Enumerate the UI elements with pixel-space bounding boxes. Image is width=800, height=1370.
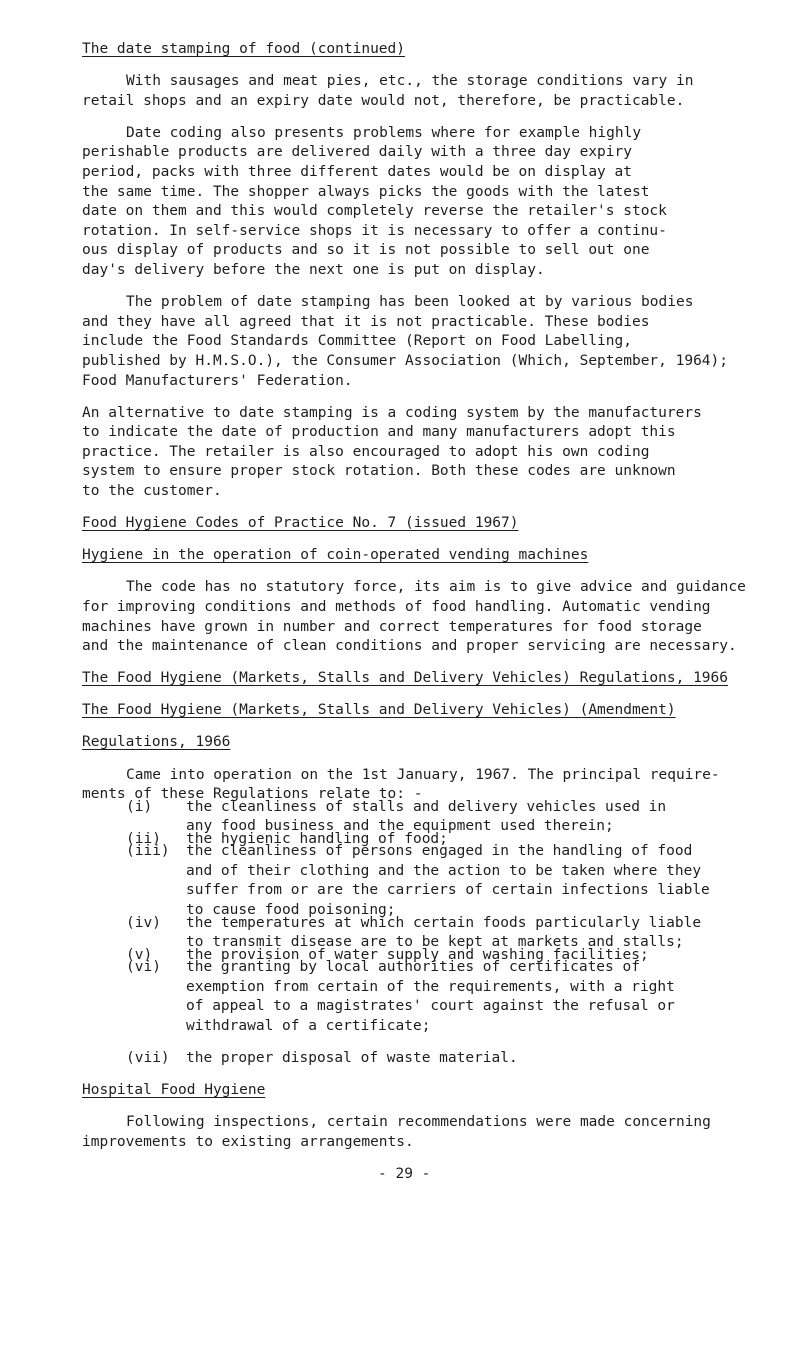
para2-line: period, packs with three different dates would be on display at bbox=[82, 164, 632, 180]
list-item-number: (ii) bbox=[126, 830, 161, 847]
para2-line: perishable products are delivered daily with a three day expiry bbox=[82, 144, 632, 161]
para4-line: system to ensure proper stock rotation. Both these codes are unknown bbox=[82, 463, 676, 480]
list-item-line: to transmit disease are to be kept at markets and stalls; bbox=[186, 934, 684, 951]
para3-line: include the Food Standards Committee (Report on Food Labelling, bbox=[82, 333, 632, 350]
heading-codes-of-practice: Food Hygiene Codes of Practice No. 7 (issued 1967) bbox=[82, 515, 519, 532]
para5-line: The code has no statutory force, its aim is to give advice and guidance bbox=[126, 579, 746, 596]
para6-line: Came into operation on the 1st January, 1967. The principal require- bbox=[126, 766, 720, 783]
para2-line: date on them and this would completely reverse the retailer's stock bbox=[82, 203, 667, 220]
list-item-line: the provision of water supply and washing facilities; bbox=[186, 946, 649, 963]
para4-line: to indicate the date of production and many manufacturers adopt this bbox=[82, 424, 676, 441]
para1-line: retail shops and an expiry date would not, therefore, be practicable. bbox=[82, 92, 685, 109]
list-item-number: (iv) bbox=[126, 914, 161, 931]
list-item-line: to cause food poisoning; bbox=[186, 902, 396, 918]
heading-date-stamping: The date stamping of food (continued) bbox=[82, 41, 406, 57]
list-item-line: suffer from or are the carriers of certain infections liable bbox=[186, 882, 710, 899]
para2-line: the same time. The shopper always picks the goods with the latest bbox=[82, 183, 650, 200]
heading-hospital-food-hygiene: Hospital Food Hygiene bbox=[82, 1082, 266, 1099]
para4-line: to the customer. bbox=[82, 483, 222, 499]
para4-line: An alternative to date stamping is a coding system by the manufacturers bbox=[82, 404, 702, 421]
para5-line: machines have grown in number and correct temperatures for food storage bbox=[82, 618, 702, 635]
para3-line: Food Manufacturers' Federation. bbox=[82, 372, 353, 389]
para7-line: improvements to existing arrangements. bbox=[82, 1133, 414, 1150]
list-item-line: of appeal to a magistrates' court against the refusal or bbox=[186, 998, 675, 1015]
para5-line: for improving conditions and methods of food handling. Automatic vending bbox=[82, 598, 711, 615]
list-item-line: the proper disposal of waste material. bbox=[186, 1050, 518, 1066]
list-item-line: any food business and the equipment used therein; bbox=[186, 818, 614, 835]
para6-line: ments of these Regulations relate to: - bbox=[82, 786, 423, 803]
list-item-number: (vii) bbox=[126, 1050, 170, 1066]
para3-line: published by H.M.S.O.), the Consumer Association (Which, September, 1964); bbox=[82, 352, 729, 369]
list-item-line: the granting by local authorities of certificates of bbox=[186, 959, 640, 976]
list-item-number: (v) bbox=[126, 946, 153, 963]
heading-amendment: Regulations, 1966 bbox=[82, 734, 231, 751]
heading-regulations: The Food Hygiene (Markets, Stalls and Delivery Vehicles) Regulations, 1966 bbox=[82, 670, 729, 687]
list-item-number: (i) bbox=[126, 798, 153, 815]
list-item-number: (iii) bbox=[126, 843, 170, 860]
list-item-line: the hygienic handling of food; bbox=[186, 830, 448, 847]
list-item-line: exemption from certain of the requirements, with a right bbox=[186, 978, 675, 995]
list-item-line: and of their clothing and the action to be taken where they bbox=[186, 862, 702, 879]
list-item-line: withdrawal of a certificate; bbox=[186, 1017, 431, 1034]
list-item-line: the cleanliness of persons engaged in the handling of food bbox=[186, 843, 693, 860]
para3-line: The problem of date stamping has been looked at by various bodies bbox=[126, 294, 694, 311]
page-number: - 29 - bbox=[378, 1165, 431, 1182]
para5-line: and the maintenance of clean conditions and proper servicing are necessary. bbox=[82, 638, 737, 655]
para4-line: practice. The retailer is also encouraged to adopt his own coding bbox=[82, 443, 650, 460]
para2-line: rotation. In self-service shops it is necessary to offer a continu- bbox=[82, 222, 667, 239]
para2-line: ous display of products and so it is not possible to sell out one bbox=[82, 242, 650, 259]
para7-line: Following inspections, certain recommendations were made concerning bbox=[126, 1114, 711, 1131]
para2-line: day's delivery before the next one is put on display. bbox=[82, 262, 545, 278]
para3-line: and they have all agreed that it is not practicable. These bodies bbox=[82, 313, 650, 330]
para2-line: Date coding also presents problems where for example highly bbox=[126, 124, 642, 141]
heading-vending-machines: Hygiene in the operation of coin-operated vending machines bbox=[82, 547, 589, 564]
list-item-line: the temperatures at which certain foods particularly liable bbox=[186, 914, 702, 931]
list-item-number: (vi) bbox=[126, 959, 161, 976]
para1-line: With sausages and meat pies, etc., the storage conditions vary in bbox=[126, 73, 694, 90]
list-item-line: the cleanliness of stalls and delivery vehicles used in bbox=[186, 798, 667, 815]
heading-amendment: The Food Hygiene (Markets, Stalls and Delivery Vehicles) (Amendment) bbox=[82, 702, 676, 719]
